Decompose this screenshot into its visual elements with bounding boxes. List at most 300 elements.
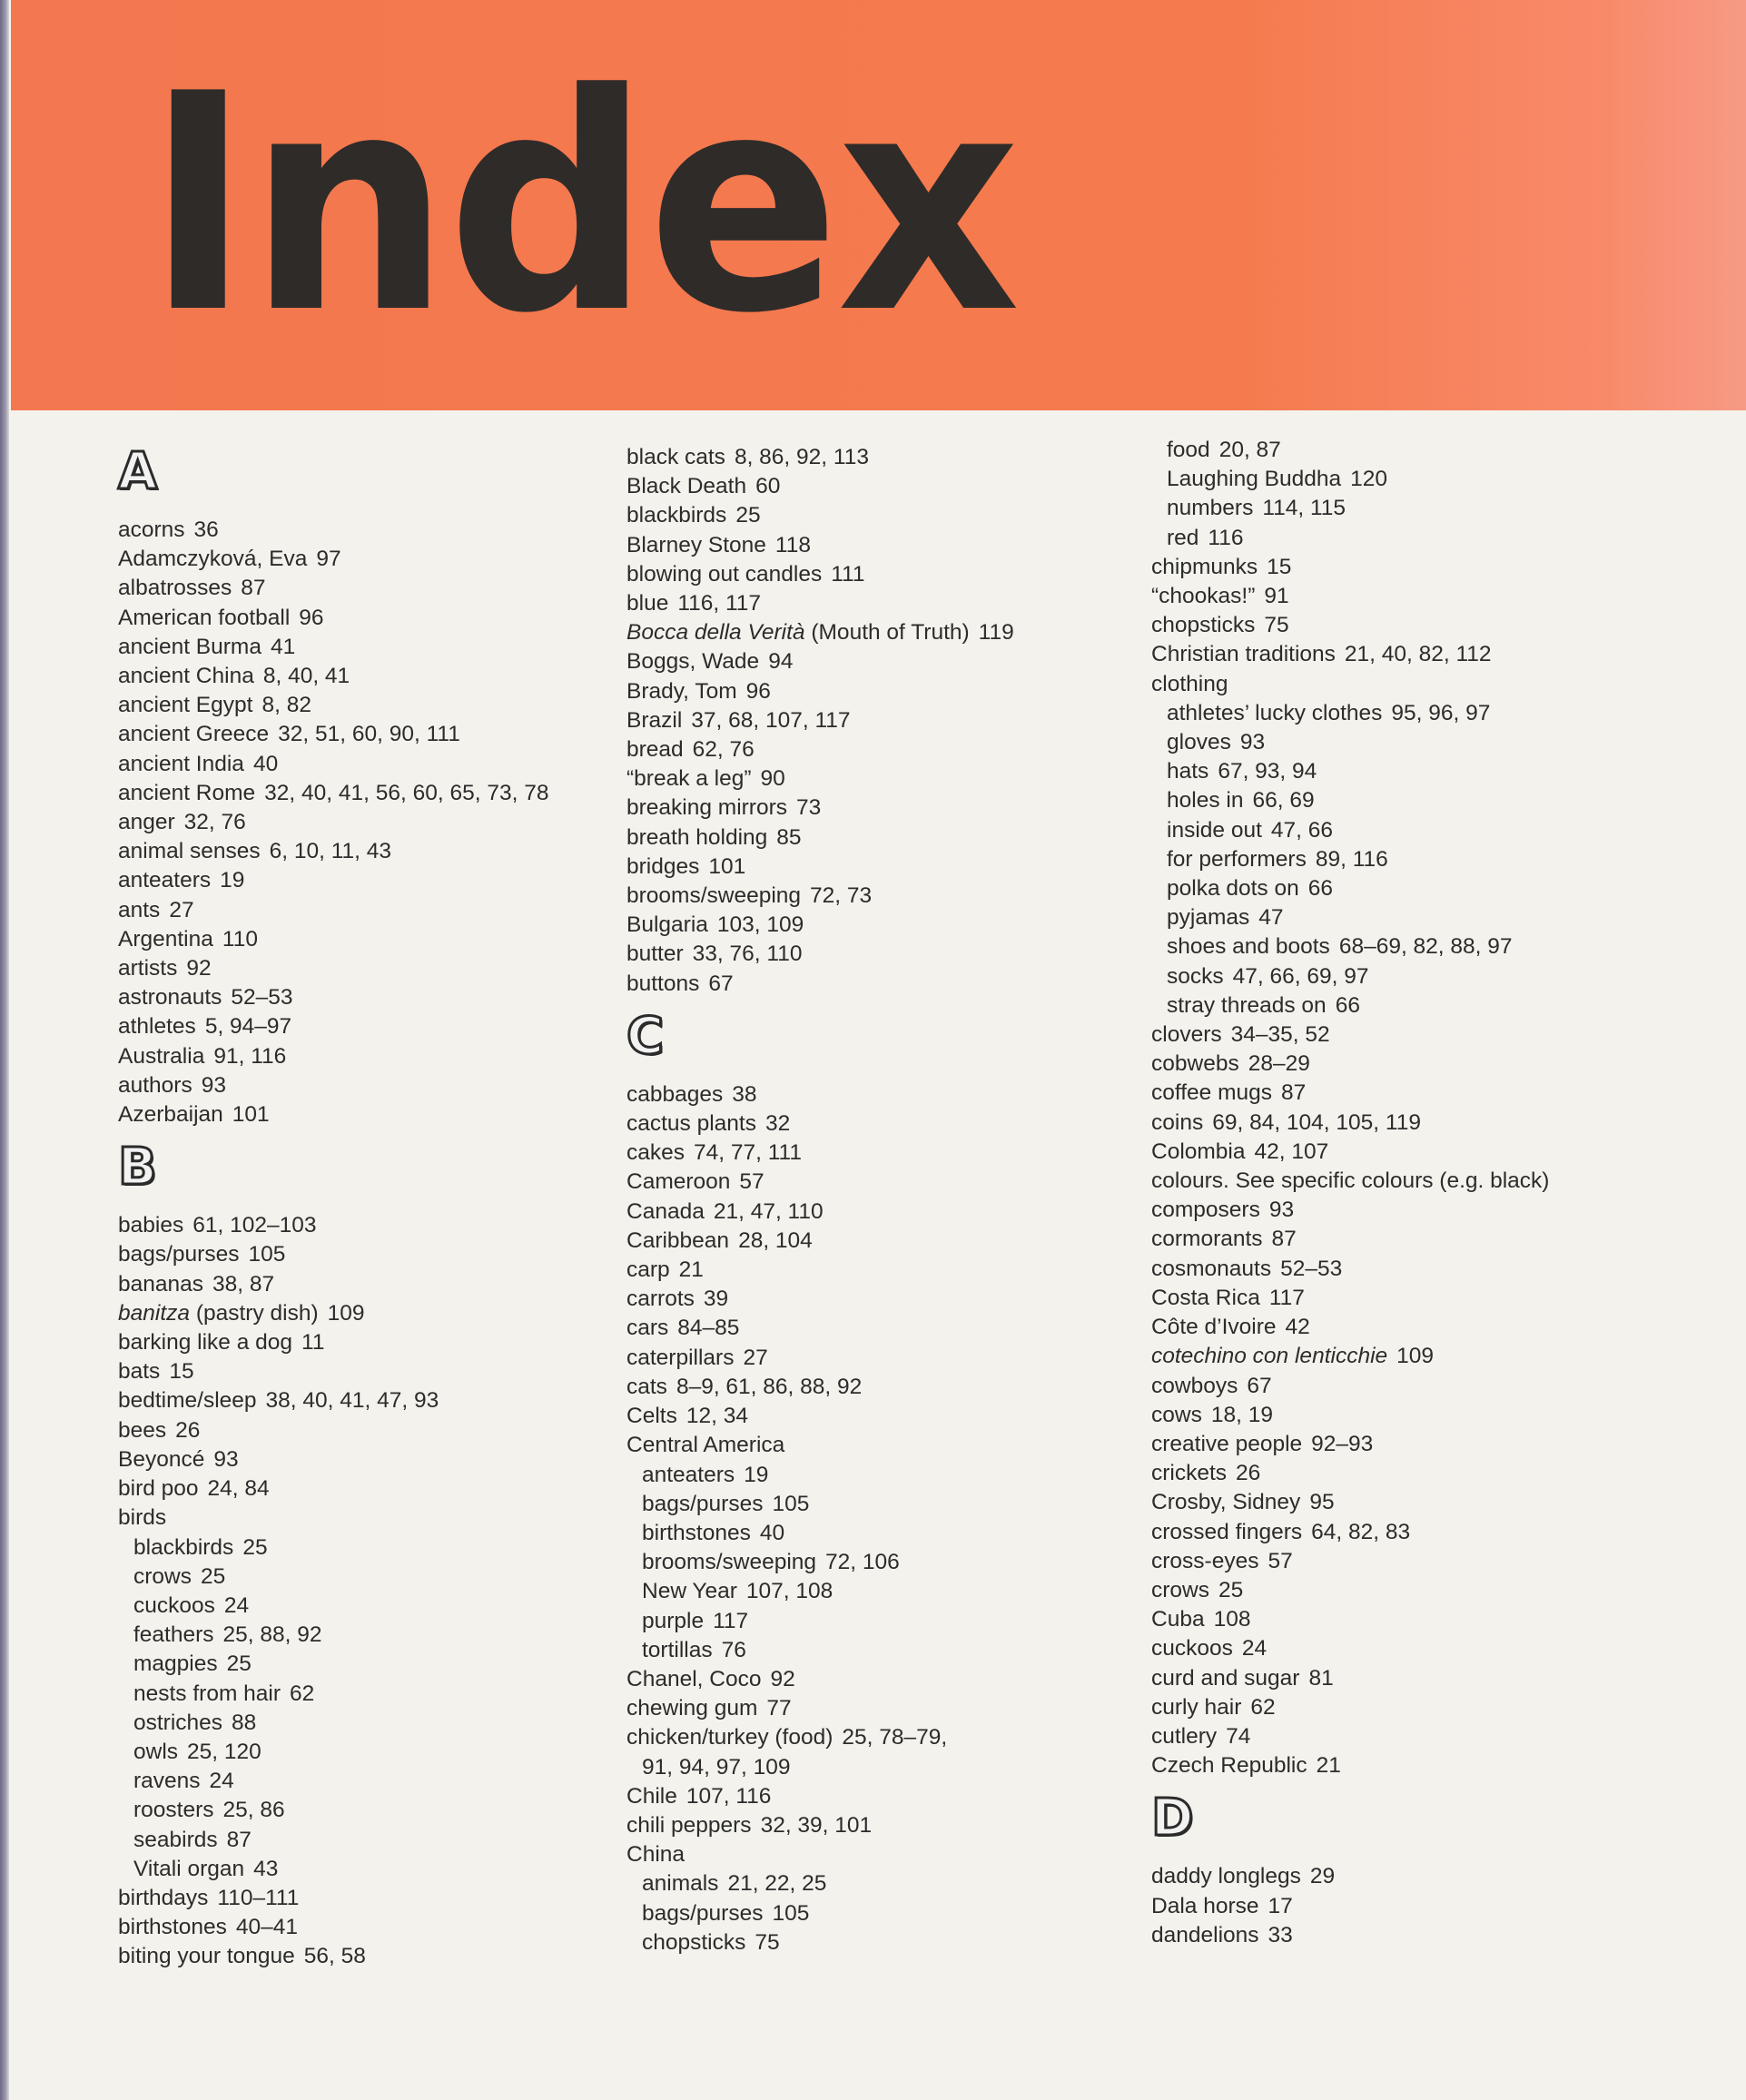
entry-pages: 110–111 [217,1885,300,1910]
index-subentry [1151,816,1660,845]
index-subentry [118,1855,626,1884]
index-entry [1151,1138,1660,1167]
entry-pages: 6, 10, 11, 43 [269,839,392,864]
entry-term: tortillas [642,1637,713,1662]
entry-term: Brady, Tom [626,678,737,704]
index-entry [118,516,626,545]
entry-term: nests from hair [133,1681,281,1706]
entry-term: Black Death [626,474,747,499]
entry-pages: 81 [1308,1665,1334,1691]
index-subentry [626,1753,1135,1782]
entry-pages: 47, 66, 69, 97 [1232,963,1369,989]
index-entry [118,1386,626,1415]
index-entry [626,560,1135,589]
entry-gloss: (pastry dish) [190,1300,319,1326]
entry-pages: 37, 68, 107, 117 [691,707,851,733]
entry-pages: 110 [222,926,258,951]
entry-term: numbers [1167,496,1254,521]
index-entry [1151,1167,1660,1196]
index-subentry [626,1899,1135,1928]
index-subentry [1151,786,1660,815]
entry-pages: 87 [1281,1080,1307,1106]
entry-pages: 39 [703,1287,729,1312]
entry-term: Bulgaria [626,912,708,938]
entry-gloss: (Mouth of Truth) [804,620,970,646]
entry-term: bread [626,737,684,763]
entry-term: Christian traditions [1151,642,1336,667]
entry-pages: 95, 96, 97 [1391,700,1491,725]
index-entry [1151,1605,1660,1634]
index-entry [626,677,1135,706]
index-subentry [626,1928,1135,1957]
entry-pages: 67, 93, 94 [1218,759,1317,784]
entry-term: curly hair [1151,1694,1242,1720]
entry-term: blowing out candles [626,561,823,587]
entry-term: Chile [626,1783,677,1809]
index-subentry [118,1826,626,1855]
entry-pages: 25, 78–79, [842,1725,948,1750]
index-subentry [118,1563,626,1592]
entry-term: dandelions [1151,1922,1259,1947]
entry-term: banitza [118,1300,191,1326]
index-entry [1151,582,1660,611]
entry-pages: 66 [1307,876,1334,902]
index-entry [626,1314,1135,1343]
index-entry [626,531,1135,560]
index-subentry [118,1767,626,1796]
entry-term: purple [642,1608,705,1633]
entry-pages: 8–9, 61, 86, 88, 92 [676,1374,863,1399]
index-entry [626,472,1135,501]
index-column-3 [1151,436,1660,1950]
entry-pages: 107, 108 [745,1579,834,1604]
index-entry [626,1402,1135,1431]
index-entry [626,501,1135,530]
entry-pages: 41 [270,634,296,659]
entry-pages: 91 [1264,584,1289,609]
index-entry [626,1344,1135,1373]
entry-term: coins [1151,1109,1204,1135]
entry-pages: 109 [1396,1344,1435,1369]
entry-pages: 97 [316,547,341,572]
index-entry [118,954,626,983]
index-subentry [1151,524,1660,553]
entry-term: “chookas!” [1151,584,1256,609]
entry-pages: 52–53 [1280,1256,1343,1281]
entry-term: chewing gum [626,1696,758,1721]
entry-pages: 15 [169,1359,194,1385]
entry-term: bird poo [118,1476,199,1502]
entry-pages: 34–35, 52 [1230,1022,1330,1048]
entry-term: ostriches [133,1710,223,1735]
entry-term: for performers [1167,846,1307,872]
entry-pages: 24 [223,1592,250,1618]
entry-term: brooms/sweeping [642,1550,817,1575]
entry-term: Cameroon [626,1169,731,1195]
index-entry [626,794,1135,823]
index-entry [118,1328,626,1357]
entry-term: Crosby, Sidney [1151,1490,1301,1515]
entry-pages: 72, 106 [825,1550,900,1575]
index-entry [118,1270,626,1299]
entry-term: polka dots on [1167,876,1299,902]
entry-pages: 87 [1271,1227,1297,1252]
index-entry [1151,1547,1660,1576]
entry-term: breaking mirrors [626,795,787,821]
entry-term: chicken/turkey (food) [626,1725,834,1750]
index-entry [626,1109,1135,1139]
index-entry [1151,1751,1660,1780]
entry-pages: 26 [175,1417,201,1443]
entry-pages: 38, 87 [212,1271,275,1296]
entry-term: Côte d’Ivoire [1151,1315,1277,1340]
entry-term: Cuba [1151,1607,1205,1632]
entry-term: Boggs, Wade [626,649,760,675]
entry-term: babies [118,1213,184,1238]
index-entry [626,1723,1135,1752]
entry-pages: 114, 115 [1262,496,1346,521]
entry-term: cross-eyes [1151,1548,1259,1573]
entry-term: ancient Rome [118,780,256,805]
entry-pages: 69, 84, 104, 105, 119 [1212,1109,1421,1135]
entry-pages: 92–93 [1311,1431,1374,1456]
index-entry [626,1811,1135,1840]
entry-term: artists [118,956,178,981]
entry-pages: 62 [1250,1694,1276,1720]
index-entry [118,925,626,954]
index-subentry [626,1577,1135,1606]
entry-term: acorns [118,518,185,542]
index-column-2 [626,443,1135,1957]
entry-term: “break a leg” [626,766,752,792]
index-subentry [1151,494,1660,523]
entry-term: athletes’ lucky clothes [1167,700,1383,725]
entry-term: food [1167,438,1210,462]
index-entry [118,1042,626,1071]
entry-pages: 117 [713,1608,749,1633]
entry-pages: 25 [200,1563,226,1589]
entry-pages: 47 [1258,905,1284,931]
entry-term: bags/purses [118,1242,240,1267]
entry-pages: 67 [708,971,734,996]
entry-pages: 25 [1218,1577,1244,1602]
index-subentry [626,1607,1135,1636]
entry-pages: 8, 40, 41 [262,664,350,689]
entry-pages: 21, 40, 82, 112 [1344,642,1492,667]
index-entry [118,691,626,720]
entry-pages: 62 [290,1681,315,1706]
entry-pages: 88 [232,1710,257,1735]
index-entry [118,1504,626,1533]
index-entry [118,779,626,808]
entry-term: black cats [626,445,725,469]
entry-term: cotechino con lenticchie [1151,1344,1388,1369]
index-entry [118,983,626,1012]
entry-pages: 29 [1309,1864,1336,1889]
entry-pages: 91, 116 [213,1043,287,1069]
index-entry [626,911,1135,940]
index-subentry [1151,991,1660,1020]
index-entry [1151,1401,1660,1430]
index-subentry [1151,436,1660,465]
entry-term: stray threads on [1167,992,1327,1018]
entry-term: Dala horse [1151,1893,1259,1918]
entry-term: cosmonauts [1151,1256,1272,1281]
index-entry [1151,1892,1660,1921]
entry-term: ancient Egypt [118,693,253,718]
index-entry [1151,1020,1660,1050]
index-subentry [626,1548,1135,1577]
entry-pages: 21, 22, 25 [727,1871,827,1897]
entry-pages: 87 [241,576,266,601]
index-entry [118,1240,626,1269]
entry-pages: 64, 82, 83 [1311,1519,1411,1544]
entry-pages: 21 [678,1257,704,1283]
entry-pages: 85 [776,824,802,850]
entry-term: cactus plants [626,1111,756,1137]
index-entry [626,647,1135,676]
entry-term: carrots [626,1287,695,1312]
index-entry [626,1431,1135,1460]
entry-pages: 108 [1213,1607,1251,1632]
entry-pages: 24, 84 [207,1476,270,1502]
entry-pages: 42 [1285,1315,1310,1340]
index-entry [626,1198,1135,1227]
index-entry [1151,1342,1660,1371]
entry-pages: 19 [220,868,245,893]
entry-term: cabbages [626,1081,724,1107]
entry-pages: 24 [209,1769,234,1794]
entry-term: feathers [133,1622,214,1648]
entry-pages: 52–53 [231,985,293,1011]
entry-term: brooms/sweeping [626,883,802,909]
entry-pages: 32, 39, 101 [760,1812,873,1838]
entry-term: cows [1151,1402,1202,1427]
index-entry [118,866,626,895]
entry-term: cars [626,1316,669,1341]
entry-term: bags/purses [642,1900,764,1926]
index-subentry [1151,903,1660,932]
entry-term: Bocca della Verità [626,620,805,646]
entry-pages: 15 [1267,554,1292,579]
index-entry [118,1445,626,1474]
index-entry [1151,553,1660,582]
index-entry [626,1840,1135,1869]
entry-term: authors [118,1072,192,1098]
entry-term: curd and sugar [1151,1665,1300,1691]
entry-pages: 93 [1239,730,1266,755]
index-entry [118,1012,626,1041]
entry-term: chipmunks [1151,554,1258,579]
index-subentry [626,1490,1135,1519]
index-subentry [118,1796,626,1825]
index-entry [626,970,1135,999]
index-subentry [626,1461,1135,1490]
index-entry [1151,1430,1660,1459]
entry-term: New Year [642,1579,737,1604]
index-entry [626,853,1135,882]
index-entry [626,1373,1135,1402]
entry-pages: 95 [1309,1490,1335,1515]
entry-term: ravens [133,1769,201,1794]
entry-pages: 93 [213,1446,239,1472]
index-entry [118,1416,626,1445]
index-entry [626,618,1135,647]
entry-term: Costa Rica [1151,1285,1260,1310]
entry-pages: 92 [770,1666,795,1691]
entry-pages: 12, 34 [686,1404,748,1429]
entry-pages: 32, 40, 41, 56, 60, 65, 73, 78 [264,780,549,805]
entry-term: bridges [626,853,700,879]
entry-pages: 117 [1268,1285,1305,1310]
index-entry [1151,1722,1660,1751]
entry-term: anger [118,810,175,835]
entry-pages: 28–29 [1248,1051,1310,1077]
entry-pages: 25 [735,503,761,528]
index-entry [626,443,1135,472]
index-entry [118,1211,626,1240]
entry-pages: 43 [253,1856,279,1881]
index-entry [626,1139,1135,1168]
index-entry [1151,1109,1660,1138]
entry-term: Argentina [118,926,213,951]
entry-term: clothing [1151,671,1228,696]
entry-term: Azerbaijan [118,1102,223,1128]
entry-pages: 67 [1247,1373,1272,1398]
index-entry [118,1942,626,1971]
entry-term: barking like a dog [118,1330,293,1356]
index-subentry [1151,932,1660,961]
entry-term: clovers [1151,1022,1222,1048]
entry-term: carp [626,1257,670,1283]
entry-term: Blarney Stone [626,532,766,557]
entry-term: owls [133,1739,179,1764]
entry-term: colours. See specific colours (e.g. black) [1151,1168,1550,1194]
index-entry [118,1357,626,1386]
entry-term: cobwebs [1151,1051,1239,1077]
index-entry [626,1285,1135,1314]
entry-term: holes in [1167,788,1244,813]
index-entry [1151,1693,1660,1722]
entry-pages: 77 [766,1696,792,1721]
entry-term: crows [1151,1577,1209,1602]
entry-term: ants [118,897,161,922]
entry-pages: 61, 102–103 [192,1213,317,1238]
entry-pages: 93 [201,1072,226,1098]
entry-pages: 105 [248,1242,286,1267]
entry-pages: 38 [732,1081,757,1107]
entry-pages: 75 [1264,613,1289,638]
index-subentry [118,1592,626,1621]
entry-term: shoes and boots [1167,934,1330,960]
index-entry [1151,1576,1660,1605]
entry-term: animals [642,1871,719,1897]
entry-pages: 25 [226,1651,252,1677]
entry-pages: 8, 86, 92, 113 [734,445,869,469]
index-entry [1151,1313,1660,1342]
index-entry [1151,1079,1660,1108]
entry-term: anteaters [642,1462,735,1487]
entry-pages: 27 [169,897,194,922]
entry-term: coffee mugs [1151,1080,1273,1106]
entry-term: blue [626,591,669,616]
entry-term: cats [626,1374,667,1399]
index-subentry [1151,874,1660,903]
section-letter: B [118,1138,157,1198]
index-entry [626,1080,1135,1109]
index-entry [1151,1459,1660,1488]
entry-pages: 120 [1350,467,1387,492]
entry-term: bags/purses [642,1491,764,1516]
entry-pages: 103, 109 [716,912,804,938]
index-entry [626,706,1135,735]
entry-term: red [1167,525,1199,550]
entry-term: creative people [1151,1431,1303,1456]
entry-term: birthstones [118,1915,227,1940]
entry-term: cutlery [1151,1723,1218,1749]
index-entry [1151,1255,1660,1284]
entry-pages: 25 [242,1534,268,1560]
entry-pages: 40–41 [235,1915,298,1940]
entry-pages: 101 [708,853,746,879]
entry-pages: 74 [1226,1723,1251,1749]
index-subentry [1151,728,1660,757]
index-entry [118,1299,626,1328]
entry-pages: 24 [1241,1636,1268,1661]
index-entry [118,720,626,749]
index-entry [1151,611,1660,640]
section-letter: C [626,1006,665,1066]
entry-term: crows [133,1563,192,1589]
entry-term: blackbirds [133,1534,234,1560]
entry-term: roosters [133,1798,214,1823]
entry-term: cowboys [1151,1373,1238,1398]
entry-term: American football [118,605,291,630]
entry-term: birds [118,1505,167,1531]
entry-term: Central America [626,1433,785,1458]
index-entry [118,896,626,925]
entry-term: hats [1167,759,1209,784]
index-entry [626,1782,1135,1811]
index-subentry [626,1636,1135,1665]
index-subentry [1151,465,1660,494]
entry-term: inside out [1167,817,1262,843]
index-entry [626,1168,1135,1197]
index-column-1 [118,434,626,1972]
entry-term: Caribbean [626,1227,730,1253]
entry-term: China [626,1842,686,1868]
entry-term: astronauts [118,985,222,1011]
index-entry [118,1071,626,1100]
entry-pages: 5, 94–97 [204,1014,292,1040]
entry-pages: 96 [299,605,324,630]
index-subentry [1151,845,1660,874]
entry-pages: 38, 40, 41, 47, 93 [265,1388,439,1414]
entry-pages: 17 [1268,1893,1293,1918]
entry-pages: 76 [721,1637,746,1662]
index-entry [1151,1664,1660,1693]
index-subentry [118,1533,626,1563]
entry-term: Adamczyková, Eva [118,547,308,572]
entry-term: chopsticks [1151,613,1256,638]
entry-term: albatrosses [118,576,232,601]
entry-pages: 21, 47, 110 [713,1198,824,1224]
entry-pages: 33, 76, 110 [692,942,803,967]
entry-term: cuckoos [133,1592,215,1618]
entry-pages: 26 [1236,1461,1261,1486]
entry-pages: 25, 120 [187,1739,261,1764]
entry-pages: 107, 116 [686,1783,772,1809]
